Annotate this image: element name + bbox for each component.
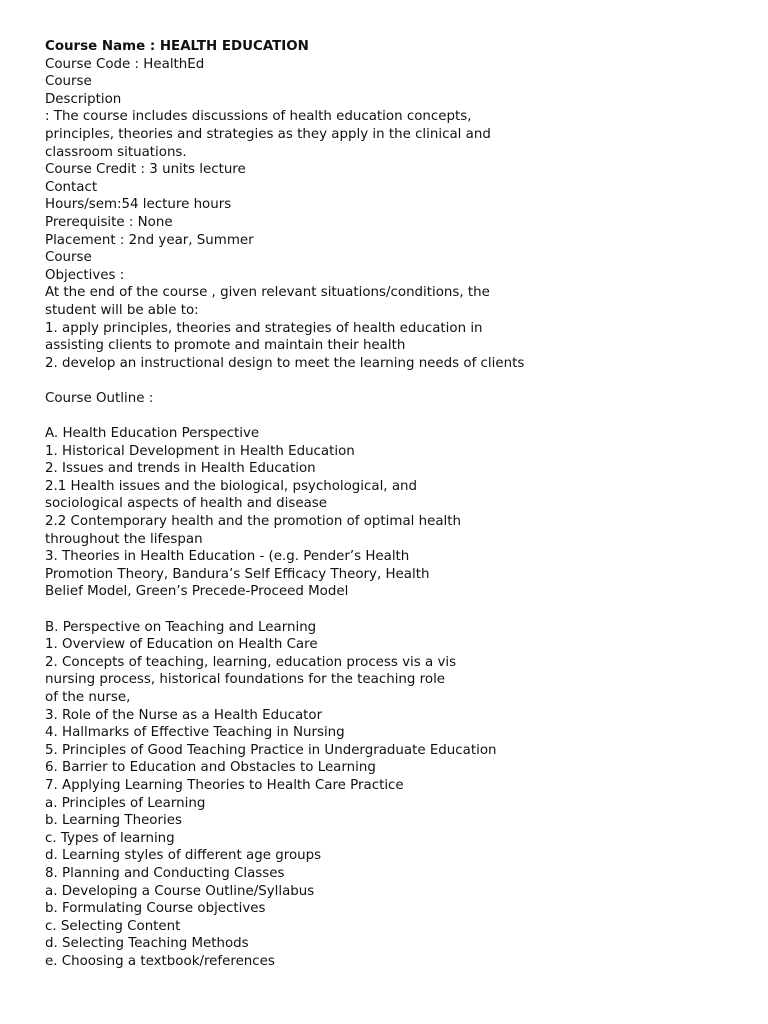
- text-line: 3. Theories in Health Education - (e.g. Pender’s Health: [45, 549, 410, 565]
- text-line: nursing process, historical foundations for the teaching role: [45, 672, 446, 688]
- text-line: 5. Principles of Good Teaching Practice in Undergraduate Education: [45, 742, 497, 758]
- text-line: of the nurse,: [45, 689, 131, 705]
- text-line: Placement : 2nd year, Summer: [45, 232, 254, 248]
- text-line: Description: [45, 91, 122, 107]
- course-name-line: Course Name : HEALTH EDUCATION: [45, 39, 309, 54]
- text-line: 7. Applying Learning Theories to Health Care Practice: [45, 777, 404, 793]
- text-line: 2.2 Contemporary health and the promotion of optimal health: [45, 514, 462, 530]
- blank-line: [45, 407, 745, 425]
- blank-line: [45, 372, 745, 390]
- text-line: At the end of the course , given relevant situations/conditions, the: [45, 285, 490, 301]
- text-line: 2. develop an instructional design to meet the learning needs of clients: [45, 355, 525, 371]
- text-line: 6. Barrier to Education and Obstacles to Learning: [45, 760, 376, 776]
- text-line: d. Learning styles of different age groups: [45, 848, 322, 864]
- text-line: 1. Overview of Education on Health Care: [45, 637, 318, 653]
- text-line: 3. Role of the Nurse as a Health Educator: [45, 707, 323, 723]
- text-line: Course Credit : 3 units lecture: [45, 162, 246, 178]
- text-line: 2. Issues and trends in Health Education: [45, 461, 316, 477]
- text-line: Hours/sem:54 lecture hours: [45, 197, 232, 213]
- text-line: assisting clients to promote and maintain their health: [45, 338, 406, 354]
- text-line: : The course includes discussions of health education concepts,: [45, 109, 472, 125]
- text-line: b. Learning Theories: [45, 813, 182, 829]
- text-line: Objectives :: [45, 267, 125, 283]
- text-line: d. Selecting Teaching Methods: [45, 936, 249, 952]
- text-line: Course: [45, 74, 92, 90]
- text-line: c. Types of learning: [45, 830, 175, 846]
- section-heading: A. Health Education Perspective: [45, 426, 260, 442]
- blank-line: [45, 601, 745, 619]
- text-line: a. Developing a Course Outline/Syllabus: [45, 883, 315, 899]
- text-line: 1. Historical Development in Health Education: [45, 443, 355, 459]
- text-line: 2.1 Health issues and the biological, psychological, and: [45, 478, 418, 494]
- text-line: Contact: [45, 179, 98, 195]
- text-line: c. Selecting Content: [45, 918, 181, 934]
- text-line: principles, theories and strategies as they apply in the clinical and: [45, 126, 491, 142]
- text-line: Course: [45, 250, 92, 266]
- text-line: throughout the lifespan: [45, 531, 203, 547]
- text-line: sociological aspects of health and disease: [45, 496, 328, 512]
- text-line: e. Choosing a textbook/references: [45, 953, 275, 969]
- text-line: a. Principles of Learning: [45, 795, 206, 811]
- text-line: 4. Hallmarks of Effective Teaching in Nursing: [45, 725, 345, 741]
- course-code-line: Course Code : HealthEd: [45, 56, 205, 72]
- text-line: classroom situations.: [45, 144, 187, 160]
- text-line: 1. apply principles, theories and strategies of health education in: [45, 320, 483, 336]
- text-line: Promotion Theory, Bandura’s Self Efficacy Theory, Health: [45, 566, 430, 582]
- document-page: [45, 38, 745, 970]
- section-heading: Course Outline :: [45, 390, 154, 406]
- text-line: b. Formulating Course objectives: [45, 901, 266, 917]
- text-line: Belief Model, Green’s Precede-Proceed Model: [45, 584, 349, 600]
- text-line: student will be able to:: [45, 302, 199, 318]
- section-heading: B. Perspective on Teaching and Learning: [45, 619, 317, 635]
- text-line: 8. Planning and Conducting Classes: [45, 865, 285, 881]
- text-line: 2. Concepts of teaching, learning, education process vis a vis: [45, 654, 457, 670]
- text-line: Prerequisite : None: [45, 214, 173, 230]
